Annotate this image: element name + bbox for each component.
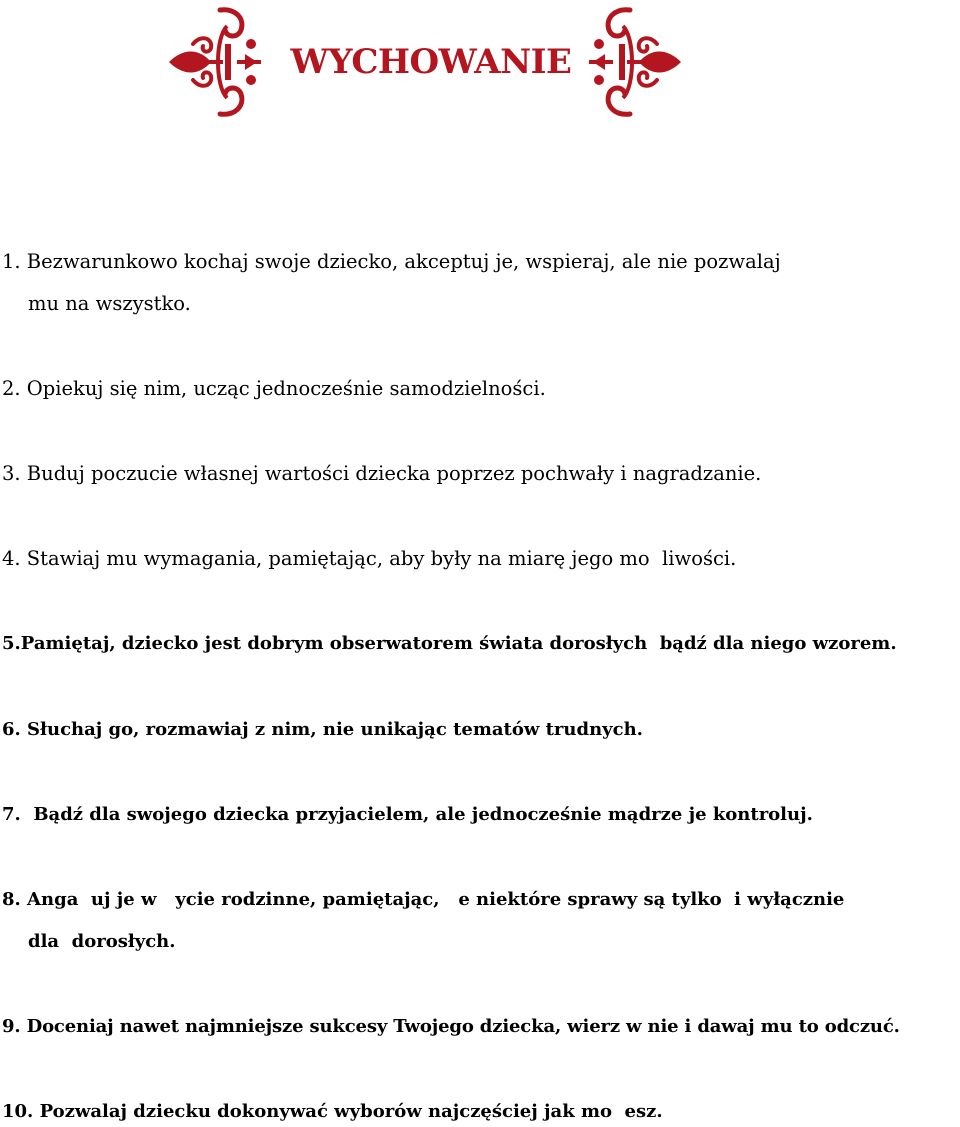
list-item: 5.Pamiętaj, dziecko jest dobrym obserwatorem świata dorosłych bądź dla niego wzorem. bbox=[2, 633, 897, 654]
list-item-continuation: dla dorosłych. bbox=[28, 931, 176, 952]
fleur-scroll-ornament-icon bbox=[585, 4, 685, 120]
list-item: 3. Buduj poczucie własnej wartości dziecka poprzez pochwały i nagradzanie. bbox=[2, 462, 762, 485]
list-item-continuation: mu na wszystko. bbox=[28, 292, 191, 315]
fleur-scroll-ornament-icon bbox=[165, 4, 265, 120]
list-item: 9. Doceniaj nawet najmniejsze sukcesy Twojego dziecka, wierz w nie i dawaj mu to odczuć. bbox=[2, 1016, 900, 1037]
list-item: 2. Opiekuj się nim, ucząc jednocześnie samodzielności. bbox=[2, 377, 546, 400]
list-item: 7. Bądź dla swojego dziecka przyjacielem, ale jednocześnie mądrze je kontroluj. bbox=[2, 804, 813, 825]
list-item: 4. Stawiaj mu wymagania, pamiętając, aby były na miarę jego mo liwości. bbox=[2, 547, 737, 570]
list-item: 6. Słuchaj go, rozmawiaj z nim, nie unikając tematów trudnych. bbox=[2, 719, 643, 740]
list-item: 10. Pozwalaj dziecku dokonywać wyborów najczęściej jak mo esz. bbox=[2, 1101, 663, 1122]
page-title: WYCHOWANIE bbox=[290, 42, 572, 82]
list-item: 1. Bezwarunkowo kochaj swoje dziecko, akceptuj je, wspieraj, ale nie pozwalaj bbox=[2, 250, 781, 273]
document-header bbox=[165, 0, 690, 125]
list-item: 8. Anga uj je w ycie rodzinne, pamiętając, e niektóre sprawy są tylko i wyłącznie bbox=[2, 889, 845, 910]
